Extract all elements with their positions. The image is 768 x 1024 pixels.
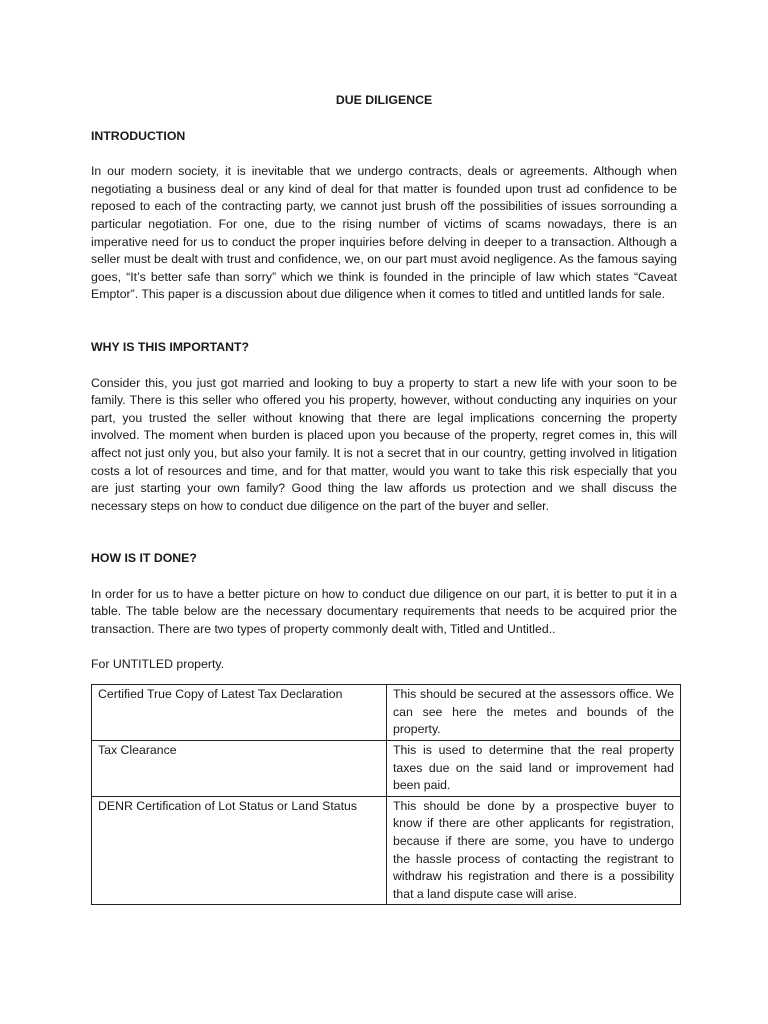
requirement-note-cell: This should be secured at the assessors office. We can see here the metes and bounds of the property. xyxy=(387,685,681,741)
requirement-note-cell: This is used to determine that the real property taxes due on the said land or improvement had been paid. xyxy=(387,741,681,797)
untitled-table-label: For UNTITLED property. xyxy=(91,656,225,671)
requirements-table xyxy=(91,684,681,905)
table-row xyxy=(92,741,681,797)
table-row xyxy=(92,796,681,905)
section-spacer xyxy=(91,532,677,550)
table-row xyxy=(92,685,681,741)
why-important-paragraph: Consider this, you just got married and looking to buy a property to start a new life with your soon to be family. There is this seller who offered you his property, however, without conducting any inquiries on your part, you trusted the seller without knowing that there are legal implications concerning the property involved. The moment when burden is placed upon you because of the property, regret comes in, this will affect not just only you, but also your family. It is not a secret that in our country, getting involved in litigation costs a lot of resources and time, and for that matter, would you want to take this risk especially that you are just starting your own family? Good thing the law affords us protection and we shall discuss the necessary steps on how to conduct due diligence on the part of the buyer and seller. xyxy=(91,375,677,513)
introduction-heading: INTRODUCTION xyxy=(91,128,186,143)
document-page xyxy=(91,92,677,905)
requirement-note-cell: This should be done by a prospective buyer to know if there are other applicants for registration, because if there are some, you have to undergo the hassle process of contacting the registrant to withdraw his registration and there is a possibility that a land dispute case will arise. xyxy=(387,796,681,905)
how-done-heading: HOW IS IT DONE? xyxy=(91,551,197,566)
how-done-paragraph: In order for us to have a better picture on how to conduct due diligence on our part, it is better to put it in a table. The table below are the necessary documentary requirements that needs to be acquired prior the transaction. There are two types of property commonly dealt with, Titled and Untitled.. xyxy=(91,586,677,637)
requirement-document-cell: Tax Clearance xyxy=(92,741,387,797)
requirement-document-cell: Certified True Copy of Latest Tax Declaration xyxy=(92,685,387,741)
introduction-paragraph: In our modern society, it is inevitable that we undergo contracts, deals or agreements. Although when negotiating a business deal or any kind of deal for that matter is founded upon trust ad confidence to be reposed to each of the contracting party, we cannot just brush off the possibilities of issues sorrounding a particular negotiation. For one, due to the rising number of victims of scams nowadays, there is an imperative need for us to conduct the proper inquiries before delving in deeper to a transaction. Although a seller must be dealt with trust and confidence, we, on our part must avoid negligence. As the famous saying goes, “It’s better safe than sorry” which we think is founded in the principle of law which states “Caveat Emptor”. This paper is a discussion about due diligence when it comes to titled and untitled lands for sale. xyxy=(91,164,677,302)
document-title: DUE DILIGENCE xyxy=(335,93,433,107)
requirement-document-cell: DENR Certification of Lot Status or Land Status xyxy=(92,796,387,905)
section-spacer xyxy=(91,321,677,339)
why-important-heading: WHY IS THIS IMPORTANT? xyxy=(91,339,250,354)
